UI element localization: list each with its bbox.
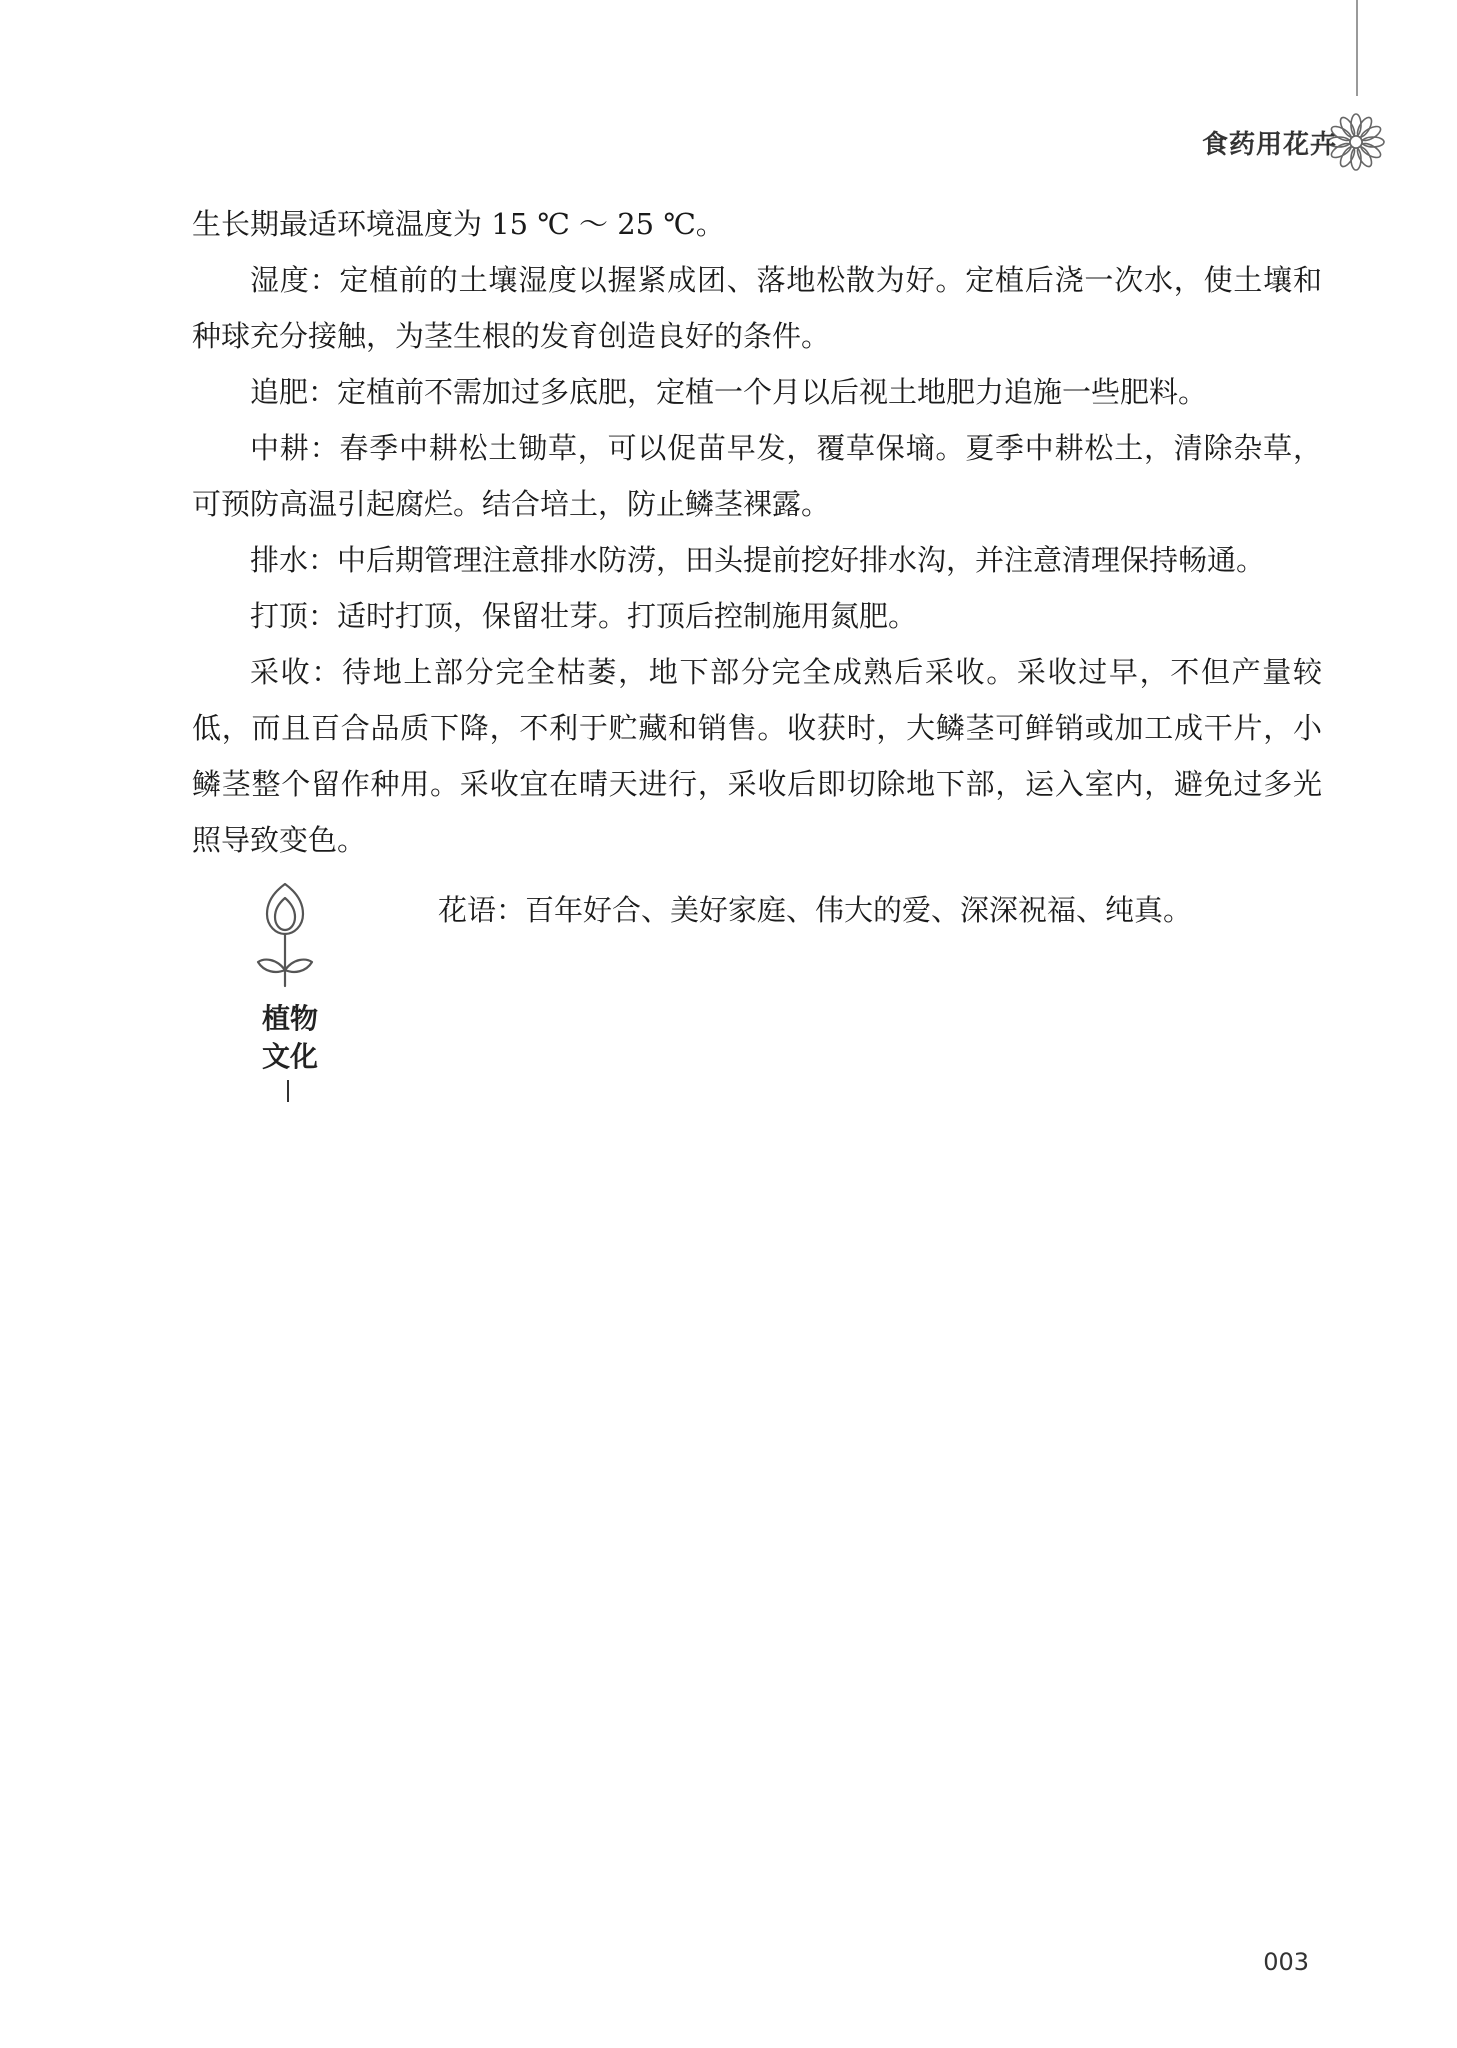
paragraph: 湿度：定植前的土壤湿度以握紧成团、落地松散为好。定植后浇一次水，使土壤和种球充分接触，为茎生根的发育创造良好的条件。 bbox=[192, 263, 1322, 353]
paragraph: 中耕：春季中耕松土锄草，可以促苗早发，覆草保墒。夏季中耕松土，清除杂草，可预防高温引起腐烂。结合培土，防止鳞茎裸露。 bbox=[192, 431, 1322, 521]
paragraph: 追肥：定植前不需加过多底肥，定植一个月以后视土地肥力追施一些肥料。 bbox=[250, 375, 1208, 409]
paragraph: 采收：待地上部分完全枯萎，地下部分完全成熟后采收。采收过早，不但产量较低，而且百合品质下降，不利于贮藏和销售。收获时，大鳞茎可鲜销或加工成干片，小鳞茎整个留作种用。采收宜在晴天进行，采收后即切除地下部，运入室内，避免过多光照导致变色。 bbox=[192, 655, 1322, 857]
header-divider bbox=[1356, 0, 1358, 96]
callout-label-line: 文化 bbox=[261, 1040, 318, 1073]
body-text bbox=[192, 196, 1322, 868]
callout-label-line: 植物 bbox=[261, 1002, 318, 1035]
callout-label bbox=[248, 1000, 332, 1076]
callout-tick bbox=[287, 1080, 289, 1102]
paragraph: 生长期最适环境温度为 15 ℃ ～ 25 ℃。 bbox=[192, 207, 725, 241]
flower-language-text: 花语：百年好合、美好家庭、伟大的爱、深深祝福、纯真。 bbox=[438, 893, 1193, 927]
paragraph: 排水：中后期管理注意排水防涝，田头提前挖好排水沟，并注意清理保持畅通。 bbox=[250, 543, 1266, 577]
paragraph: 打顶：适时打顶，保留壮芽。打顶后控制施用氮肥。 bbox=[250, 599, 918, 633]
running-header-title: 食药用花卉 bbox=[1201, 130, 1337, 160]
tulip-plant-icon bbox=[250, 876, 320, 994]
page-number: 003 bbox=[1263, 1948, 1309, 1976]
